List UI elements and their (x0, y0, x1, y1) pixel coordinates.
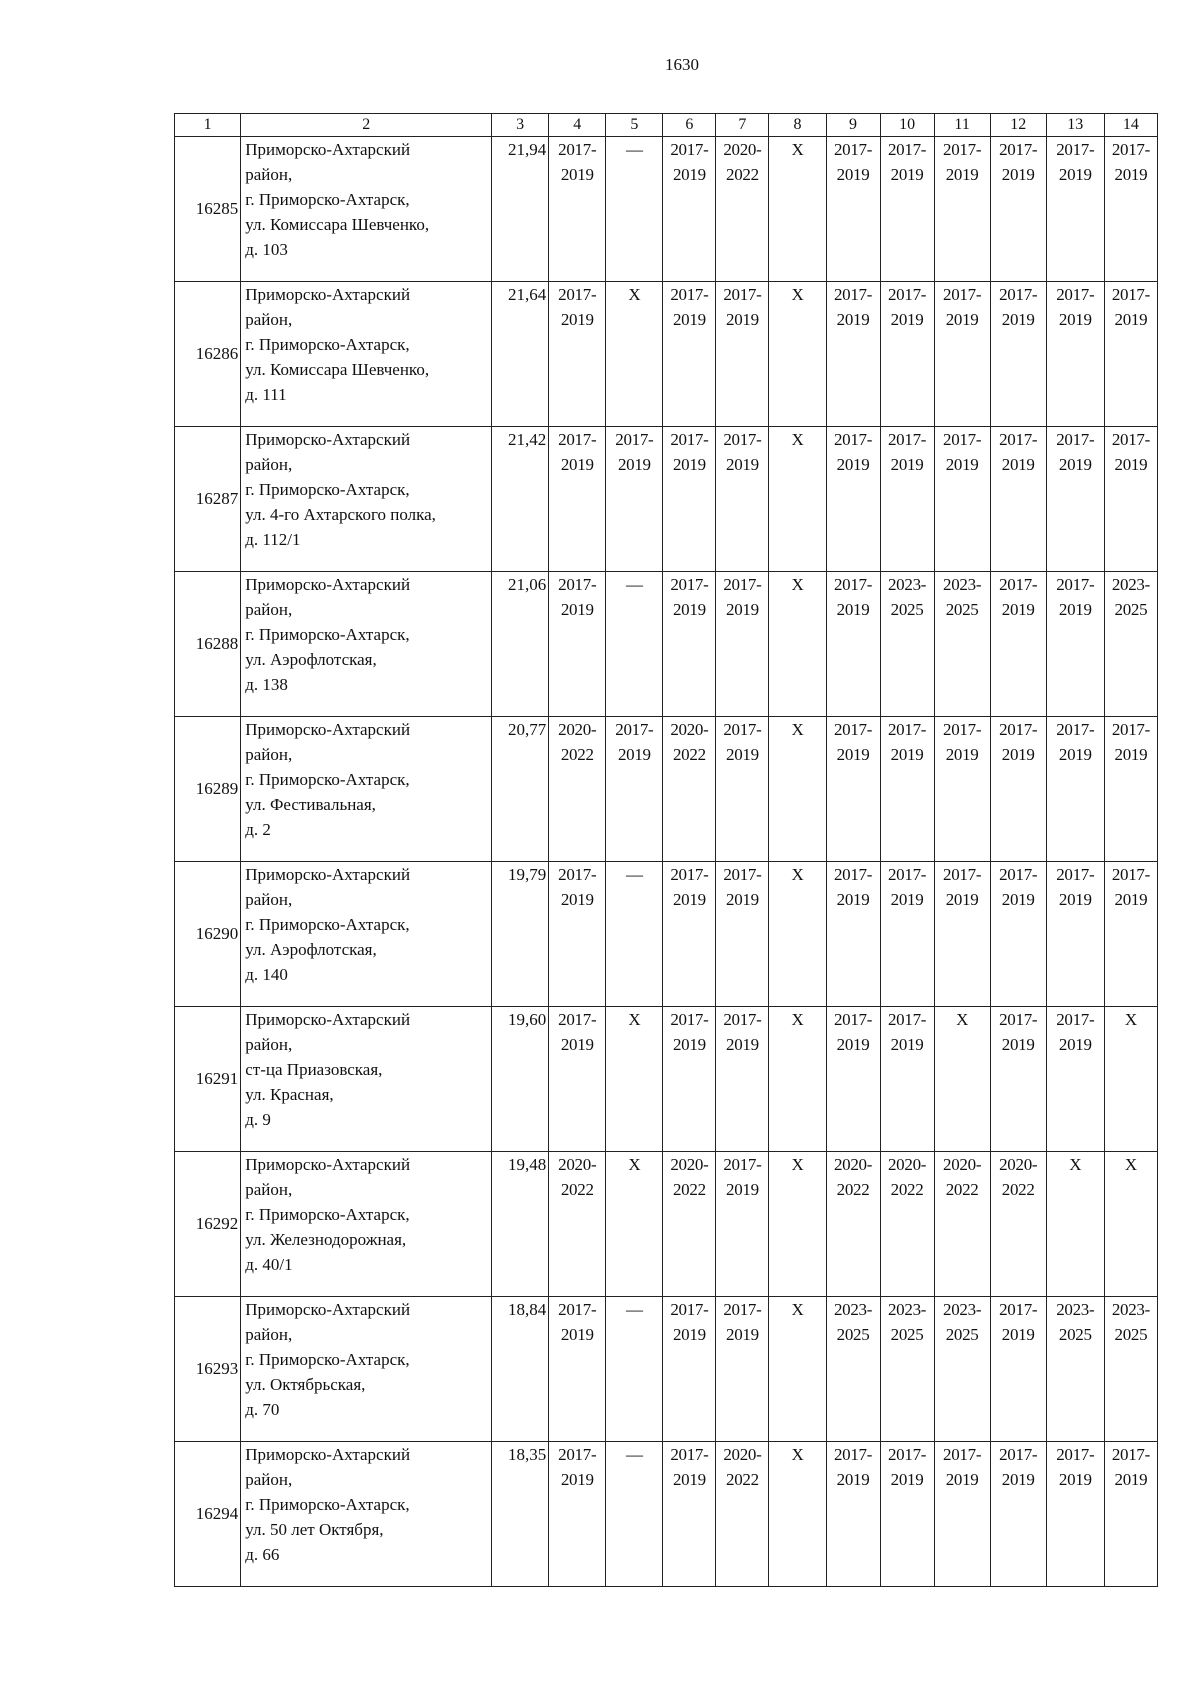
period-cell-col-9: 2017- 2019 (826, 717, 880, 862)
period-cell-col-5: X (606, 282, 663, 427)
table-header (175, 114, 1158, 137)
address-cell: Приморско-Ахтарский район, г. Приморско-Ахтарск, ул. Комиссара Шевченко, д. 111 (241, 282, 492, 427)
period-cell-col-14: X (1104, 1007, 1157, 1152)
table-row (175, 1152, 1158, 1297)
period-cell-col-12: 2020- 2022 (990, 1152, 1046, 1297)
period-cell-col-6: 2017- 2019 (663, 427, 716, 572)
period-cell-col-12: 2017- 2019 (990, 1297, 1046, 1442)
area-cell: 21,94 (492, 137, 549, 282)
period-cell-col-5: 2017- 2019 (606, 427, 663, 572)
address-cell: Приморско-Ахтарский район, г. Приморско-Ахтарск, ул. 50 лет Октября, д. 66 (241, 1442, 492, 1587)
column-header-10: 10 (880, 114, 934, 137)
period-cell-col-4: 2017- 2019 (549, 862, 606, 1007)
period-cell-col-8: X (769, 427, 826, 572)
address-cell: Приморско-Ахтарский район, г. Приморско-Ахтарск, ул. Октябрьская, д. 70 (241, 1297, 492, 1442)
period-cell-col-13: 2017- 2019 (1046, 572, 1104, 717)
area-cell: 19,60 (492, 1007, 549, 1152)
period-cell-col-4: 2017- 2019 (549, 1007, 606, 1152)
period-cell-col-14: 2023- 2025 (1104, 1297, 1157, 1442)
period-cell-col-9: 2017- 2019 (826, 1007, 880, 1152)
column-header-3: 3 (492, 114, 549, 137)
period-cell-col-6: 2020- 2022 (663, 1152, 716, 1297)
area-cell: 18,35 (492, 1442, 549, 1587)
period-cell-col-8: X (769, 572, 826, 717)
column-header-6: 6 (663, 114, 716, 137)
period-cell-col-5: — (606, 137, 663, 282)
period-cell-col-5: X (606, 1152, 663, 1297)
period-cell-col-8: X (769, 137, 826, 282)
period-cell-col-11: 2020- 2022 (934, 1152, 990, 1297)
period-cell-col-10: 2017- 2019 (880, 282, 934, 427)
period-cell-col-11: 2017- 2019 (934, 717, 990, 862)
period-cell-col-10: 2020- 2022 (880, 1152, 934, 1297)
period-cell-col-13: 2017- 2019 (1046, 717, 1104, 862)
period-cell-col-14: 2017- 2019 (1104, 137, 1157, 282)
period-cell-col-13: X (1046, 1152, 1104, 1297)
period-cell-col-11: 2017- 2019 (934, 137, 990, 282)
period-cell-col-5: 2017- 2019 (606, 717, 663, 862)
table-row (175, 572, 1158, 717)
table-row (175, 427, 1158, 572)
period-cell-col-8: X (769, 1442, 826, 1587)
period-cell-col-7: 2020- 2022 (716, 1442, 769, 1587)
column-header-11: 11 (934, 114, 990, 137)
period-cell-col-11: 2017- 2019 (934, 1442, 990, 1587)
period-cell-col-8: X (769, 1152, 826, 1297)
area-cell: 21,42 (492, 427, 549, 572)
period-cell-col-14: 2017- 2019 (1104, 862, 1157, 1007)
address-cell: Приморско-Ахтарский район, г. Приморско-Ахтарск, ул. Аэрофлотская, д. 140 (241, 862, 492, 1007)
period-cell-col-12: 2017- 2019 (990, 717, 1046, 862)
period-cell-col-7: 2017- 2019 (716, 717, 769, 862)
area-cell: 18,84 (492, 1297, 549, 1442)
table-row (175, 137, 1158, 282)
column-header-4: 4 (549, 114, 606, 137)
column-header-12: 12 (990, 114, 1046, 137)
record-number: 16289 (175, 717, 241, 862)
period-cell-col-12: 2017- 2019 (990, 1442, 1046, 1587)
address-cell: Приморско-Ахтарский район, г. Приморско-Ахтарск, ул. Фестивальная, д. 2 (241, 717, 492, 862)
record-number: 16285 (175, 137, 241, 282)
period-cell-col-9: 2017- 2019 (826, 1442, 880, 1587)
period-cell-col-6: 2017- 2019 (663, 1442, 716, 1587)
period-cell-col-12: 2017- 2019 (990, 282, 1046, 427)
table-row (175, 862, 1158, 1007)
column-header-14: 14 (1104, 114, 1157, 137)
period-cell-col-6: 2017- 2019 (663, 137, 716, 282)
period-cell-col-9: 2017- 2019 (826, 282, 880, 427)
period-cell-col-12: 2017- 2019 (990, 1007, 1046, 1152)
period-cell-col-12: 2017- 2019 (990, 427, 1046, 572)
period-cell-col-9: 2017- 2019 (826, 862, 880, 1007)
period-cell-col-10: 2017- 2019 (880, 862, 934, 1007)
column-header-9: 9 (826, 114, 880, 137)
period-cell-col-9: 2023- 2025 (826, 1297, 880, 1442)
period-cell-col-12: 2017- 2019 (990, 862, 1046, 1007)
housing-register-table (174, 113, 1158, 1587)
record-number: 16288 (175, 572, 241, 717)
period-cell-col-5: X (606, 1007, 663, 1152)
table-row (175, 1442, 1158, 1587)
period-cell-col-8: X (769, 1007, 826, 1152)
table-row (175, 1007, 1158, 1152)
period-cell-col-4: 2017- 2019 (549, 572, 606, 717)
period-cell-col-10: 2017- 2019 (880, 137, 934, 282)
period-cell-col-10: 2023- 2025 (880, 572, 934, 717)
table-row (175, 282, 1158, 427)
period-cell-col-6: 2017- 2019 (663, 282, 716, 427)
address-cell: Приморско-Ахтарский район, г. Приморско-Ахтарск, ул. Аэрофлотская, д. 138 (241, 572, 492, 717)
address-cell: Приморско-Ахтарский район, г. Приморско-Ахтарск, ул. Железнодорожная, д. 40/1 (241, 1152, 492, 1297)
period-cell-col-10: 2017- 2019 (880, 1007, 934, 1152)
period-cell-col-13: 2017- 2019 (1046, 282, 1104, 427)
column-number-row (175, 114, 1158, 137)
period-cell-col-6: 2017- 2019 (663, 862, 716, 1007)
period-cell-col-11: 2023- 2025 (934, 1297, 990, 1442)
table-row (175, 1297, 1158, 1442)
period-cell-col-14: 2017- 2019 (1104, 717, 1157, 862)
period-cell-col-14: X (1104, 1152, 1157, 1297)
period-cell-col-11: 2023- 2025 (934, 572, 990, 717)
period-cell-col-4: 2020- 2022 (549, 717, 606, 862)
period-cell-col-9: 2017- 2019 (826, 137, 880, 282)
period-cell-col-6: 2017- 2019 (663, 1007, 716, 1152)
period-cell-col-5: — (606, 1297, 663, 1442)
period-cell-col-12: 2017- 2019 (990, 137, 1046, 282)
period-cell-col-13: 2023- 2025 (1046, 1297, 1104, 1442)
record-number: 16294 (175, 1442, 241, 1587)
record-number: 16287 (175, 427, 241, 572)
period-cell-col-7: 2017- 2019 (716, 427, 769, 572)
period-cell-col-13: 2017- 2019 (1046, 427, 1104, 572)
period-cell-col-12: 2017- 2019 (990, 572, 1046, 717)
period-cell-col-11: 2017- 2019 (934, 862, 990, 1007)
period-cell-col-6: 2017- 2019 (663, 1297, 716, 1442)
record-number: 16293 (175, 1297, 241, 1442)
period-cell-col-11: X (934, 1007, 990, 1152)
address-cell: Приморско-Ахтарский район, ст-ца Приазовская, ул. Красная, д. 9 (241, 1007, 492, 1152)
period-cell-col-8: X (769, 1297, 826, 1442)
record-number: 16290 (175, 862, 241, 1007)
period-cell-col-14: 2017- 2019 (1104, 282, 1157, 427)
period-cell-col-8: X (769, 717, 826, 862)
period-cell-col-10: 2023- 2025 (880, 1297, 934, 1442)
period-cell-col-11: 2017- 2019 (934, 282, 990, 427)
period-cell-col-9: 2017- 2019 (826, 572, 880, 717)
table-body (175, 137, 1158, 1587)
period-cell-col-10: 2017- 2019 (880, 1442, 934, 1587)
period-cell-col-10: 2017- 2019 (880, 717, 934, 862)
period-cell-col-7: 2017- 2019 (716, 1152, 769, 1297)
period-cell-col-13: 2017- 2019 (1046, 137, 1104, 282)
period-cell-col-13: 2017- 2019 (1046, 1007, 1104, 1152)
area-cell: 19,48 (492, 1152, 549, 1297)
address-cell: Приморско-Ахтарский район, г. Приморско-Ахтарск, ул. Комиссара Шевченко, д. 103 (241, 137, 492, 282)
column-header-2: 2 (241, 114, 492, 137)
period-cell-col-7: 2017- 2019 (716, 1007, 769, 1152)
area-cell: 21,64 (492, 282, 549, 427)
column-header-8: 8 (769, 114, 826, 137)
period-cell-col-6: 2020- 2022 (663, 717, 716, 862)
period-cell-col-8: X (769, 282, 826, 427)
area-cell: 20,77 (492, 717, 549, 862)
period-cell-col-11: 2017- 2019 (934, 427, 990, 572)
period-cell-col-5: — (606, 1442, 663, 1587)
period-cell-col-7: 2017- 2019 (716, 572, 769, 717)
area-cell: 19,79 (492, 862, 549, 1007)
period-cell-col-4: 2017- 2019 (549, 1297, 606, 1442)
record-number: 16291 (175, 1007, 241, 1152)
period-cell-col-4: 2017- 2019 (549, 1442, 606, 1587)
period-cell-col-4: 2017- 2019 (549, 137, 606, 282)
column-header-1: 1 (175, 114, 241, 137)
page-number: 1630 (665, 55, 699, 74)
period-cell-col-14: 2017- 2019 (1104, 1442, 1157, 1587)
period-cell-col-14: 2023- 2025 (1104, 572, 1157, 717)
period-cell-col-5: — (606, 572, 663, 717)
column-header-5: 5 (606, 114, 663, 137)
period-cell-col-13: 2017- 2019 (1046, 862, 1104, 1007)
period-cell-col-14: 2017- 2019 (1104, 427, 1157, 572)
record-number: 16286 (175, 282, 241, 427)
period-cell-col-8: X (769, 862, 826, 1007)
period-cell-col-4: 2020- 2022 (549, 1152, 606, 1297)
column-header-13: 13 (1046, 114, 1104, 137)
period-cell-col-6: 2017- 2019 (663, 572, 716, 717)
period-cell-col-7: 2020- 2022 (716, 137, 769, 282)
period-cell-col-9: 2020- 2022 (826, 1152, 880, 1297)
period-cell-col-7: 2017- 2019 (716, 1297, 769, 1442)
period-cell-col-7: 2017- 2019 (716, 282, 769, 427)
period-cell-col-4: 2017- 2019 (549, 427, 606, 572)
period-cell-col-13: 2017- 2019 (1046, 1442, 1104, 1587)
period-cell-col-9: 2017- 2019 (826, 427, 880, 572)
address-cell: Приморско-Ахтарский район, г. Приморско-Ахтарск, ул. 4-го Ахтарского полка, д. 112/1 (241, 427, 492, 572)
table-row (175, 717, 1158, 862)
period-cell-col-4: 2017- 2019 (549, 282, 606, 427)
column-header-7: 7 (716, 114, 769, 137)
period-cell-col-10: 2017- 2019 (880, 427, 934, 572)
area-cell: 21,06 (492, 572, 549, 717)
period-cell-col-7: 2017- 2019 (716, 862, 769, 1007)
record-number: 16292 (175, 1152, 241, 1297)
period-cell-col-5: — (606, 862, 663, 1007)
